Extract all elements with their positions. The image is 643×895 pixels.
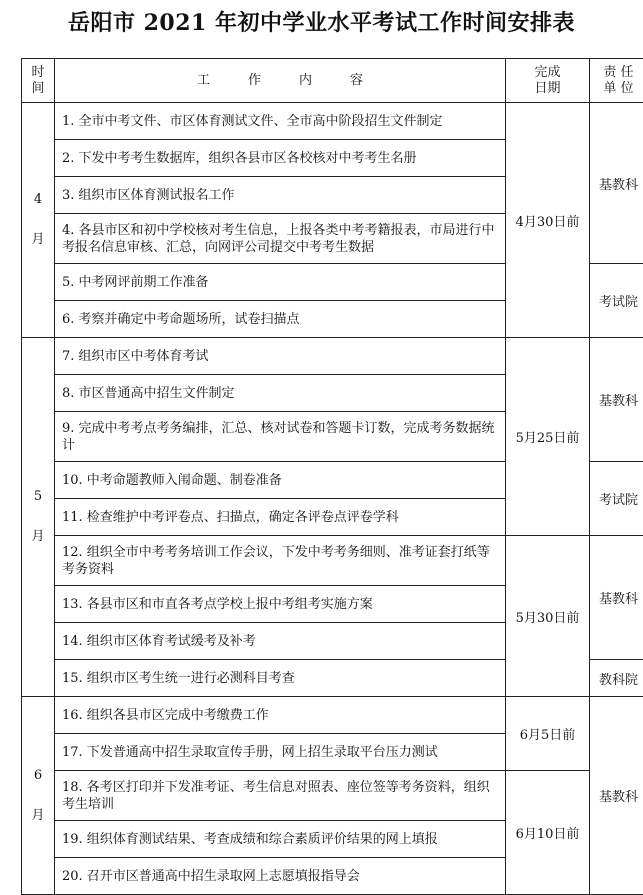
unit-cell: 考试院 [590, 462, 643, 536]
task-item: 10. 中考命题教师入闱命题、制卷准备 [55, 462, 506, 499]
unit-cell: 基教科 [590, 338, 643, 462]
unit-cell: 基教科 [590, 103, 643, 264]
task-item: 5. 中考网评前期工作准备 [55, 264, 506, 301]
table-row [22, 338, 643, 375]
task-item: 17. 下发普通高中招生录取宣传手册，网上招生录取平台压力测试 [55, 734, 506, 771]
task-item: 7. 组织市区中考体育考试 [55, 338, 506, 375]
table-row [22, 536, 643, 586]
header-time: 时 间 [22, 59, 55, 103]
task-item: 6. 考察并确定中考命题场所，试卷扫描点 [55, 301, 506, 338]
task-item: 18. 各考区打印并下发准考证、考生信息对照表、座位签等考务资料，组织考生培训 [55, 771, 506, 821]
unit-cell: 基教科 [590, 697, 643, 895]
table-row [22, 771, 643, 821]
task-item: 2. 下发中考考生数据库，组织各县市区各校核对中考考生名册 [55, 140, 506, 177]
task-item: 11. 检查维护中考评卷点、扫描点，确定各评卷点评卷学科 [55, 499, 506, 536]
deadline-cell: 5月30日前 [506, 536, 590, 697]
page-title: 岳阳市 2021 年初中学业水平考试工作时间安排表 [0, 6, 643, 37]
deadline-cell: 4月30日前 [506, 103, 590, 338]
deadline-cell: 6月5日前 [506, 697, 590, 771]
month-cell-may: 5 月 [22, 338, 55, 697]
month-cell-june: 6 月 [22, 697, 55, 895]
table-row [22, 103, 643, 140]
task-item: 15. 组织市区考生统一进行必测科目考查 [55, 660, 506, 697]
unit-cell: 考试院 [590, 264, 643, 338]
header-deadline: 完成 日期 [506, 59, 590, 103]
unit-cell: 教科院 [590, 660, 643, 697]
deadline-cell: 6月10日前 [506, 771, 590, 895]
task-item: 8. 市区普通高中招生文件制定 [55, 375, 506, 412]
task-item: 12. 组织全市中考考务培训工作会议，下发中考考务细则、准考证套打纸等考务资料 [55, 536, 506, 586]
header-row [22, 59, 643, 103]
task-item: 4. 各县市区和初中学校核对考生信息，上报各类中考考籍报表，市局进行中考报名信息审核、汇总，向网评公司提交中考考生数据 [55, 214, 506, 264]
deadline-cell: 5月25日前 [506, 338, 590, 536]
task-item: 14. 组织市区体育考试缓考及补考 [55, 623, 506, 660]
task-item: 9. 完成中考考点考务编排，汇总、核对试卷和答题卡订数，完成考务数据统计 [55, 412, 506, 462]
header-content: 工 作 内 容 [55, 59, 506, 103]
task-item: 19. 组织体育测试结果、考查成绩和综合素质评价结果的网上填报 [55, 821, 506, 858]
task-item: 1. 全市中考文件、市区体育测试文件、全市高中阶段招生文件制定 [55, 103, 506, 140]
month-cell-april: 4 月 [22, 103, 55, 338]
schedule-table [21, 58, 643, 895]
task-item: 13. 各县市区和市直各考点学校上报中考组考实施方案 [55, 586, 506, 623]
task-item: 16. 组织各县市区完成中考缴费工作 [55, 697, 506, 734]
unit-cell: 基教科 [590, 536, 643, 660]
task-item: 20. 召开市区普通高中招生录取网上志愿填报指导会 [55, 858, 506, 895]
header-unit: 责 任 单 位 [590, 59, 643, 103]
task-item: 3. 组织市区体育测试报名工作 [55, 177, 506, 214]
table-row [22, 697, 643, 734]
